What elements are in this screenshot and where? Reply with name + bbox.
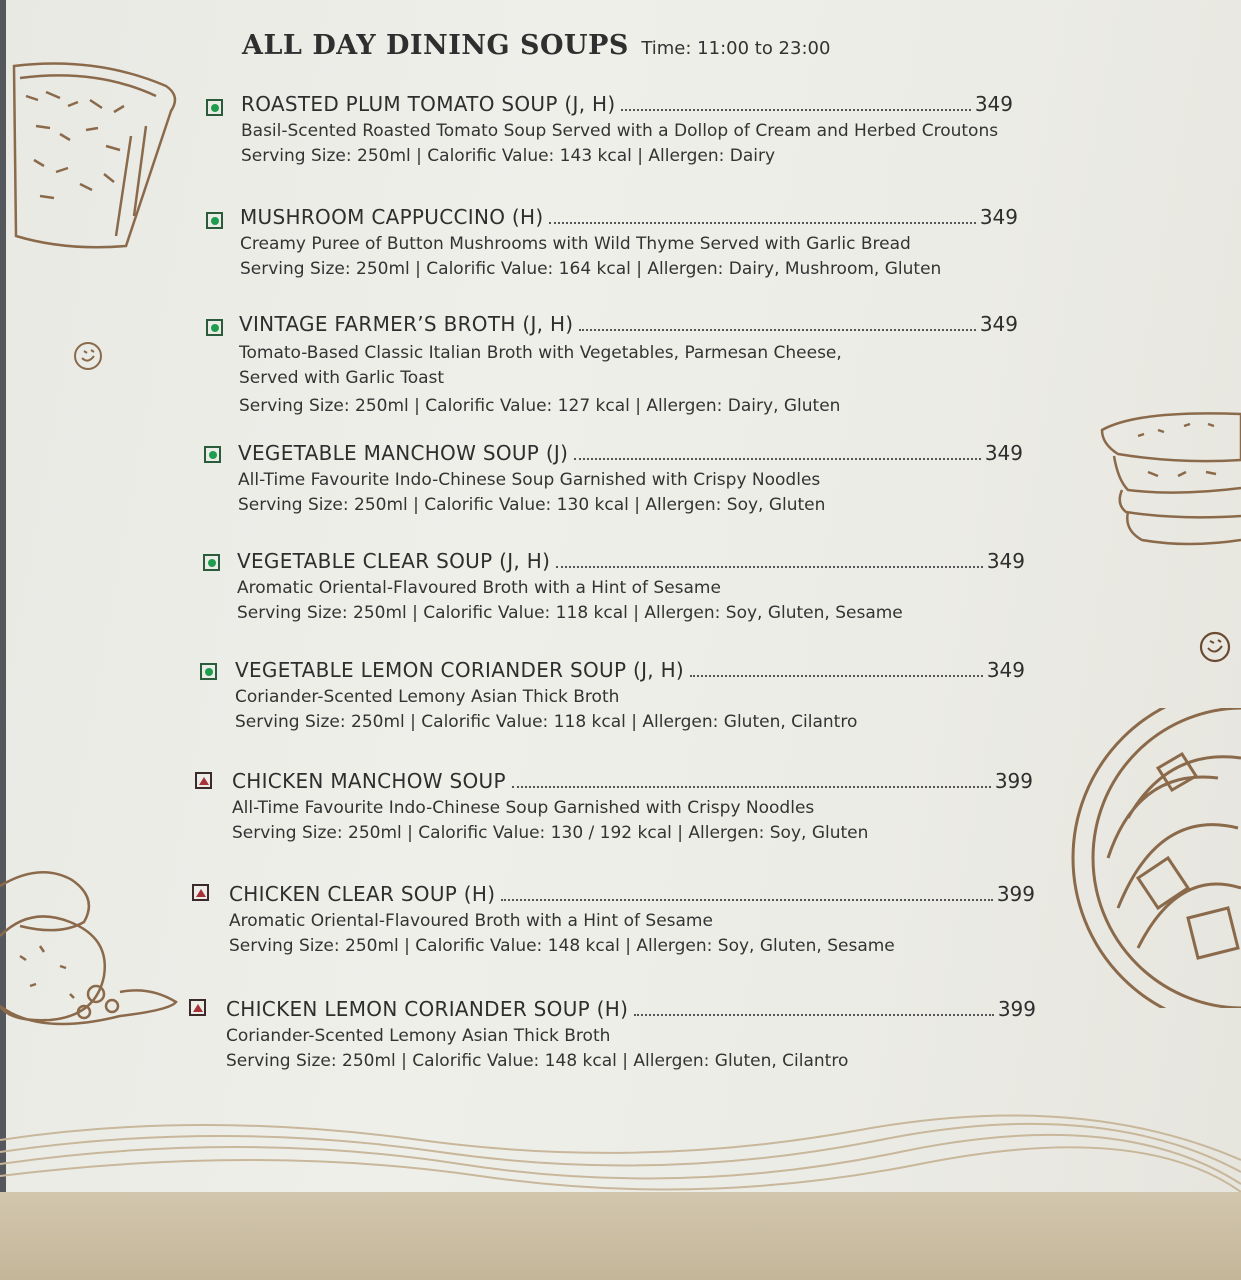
noodle-bowl-illustration xyxy=(1068,708,1241,1008)
item-description: Aromatic Oriental-Flavoured Broth with a Hint of Sesame xyxy=(229,911,713,931)
leader-dots xyxy=(690,675,983,677)
item-meta: Serving Size: 250ml | Calorific Value: 148 kcal | Allergen: Soy, Gluten, Sesame xyxy=(229,936,895,956)
item-description: Creamy Puree of Button Mushrooms with Wild Thyme Served with Garlic Bread xyxy=(240,234,911,254)
non-veg-icon xyxy=(192,884,209,901)
item-meta: Serving Size: 250ml | Calorific Value: 127 kcal | Allergen: Dairy, Gluten xyxy=(239,396,841,416)
item-price: 399 xyxy=(997,997,1036,1021)
menu-title: ALL DAY DINING SOUPS xyxy=(242,30,629,61)
leader-dots xyxy=(579,329,975,331)
item-name: MUSHROOM CAPPUCCINO (H) xyxy=(240,205,544,229)
non-veg-icon xyxy=(195,772,212,789)
service-time: Time: 11:00 to 23:00 xyxy=(641,38,831,59)
menu-item xyxy=(238,441,1023,515)
item-meta: Serving Size: 250ml | Calorific Value: 118 kcal | Allergen: Gluten, Cilantro xyxy=(235,712,858,732)
smiley-doodle-icon xyxy=(1198,630,1232,664)
item-description: Basil-Scented Roasted Tomato Soup Served with a Dollop of Cream and Herbed Croutons xyxy=(241,121,999,141)
dumplings-illustration xyxy=(0,866,180,1036)
menu-item xyxy=(237,549,1025,623)
item-name: VEGETABLE LEMON CORIANDER SOUP (J, H) xyxy=(235,658,685,682)
item-description: All-Time Favourite Indo-Chinese Soup Garnished with Crispy Noodles xyxy=(232,798,815,818)
item-price: 349 xyxy=(986,658,1025,682)
smiley-doodle-icon xyxy=(72,340,104,372)
veg-icon xyxy=(206,319,223,336)
item-name: CHICKEN LEMON CORIANDER SOUP (H) xyxy=(226,997,629,1021)
veg-icon xyxy=(206,99,223,116)
item-name: CHICKEN CLEAR SOUP (H) xyxy=(229,882,496,906)
leader-dots xyxy=(512,786,991,788)
menu-item xyxy=(239,312,1018,416)
item-name: VINTAGE FARMER’S BROTH (J, H) xyxy=(239,312,574,336)
menu-item xyxy=(229,882,1035,956)
item-price: 349 xyxy=(974,92,1013,116)
item-meta: Serving Size: 250ml | Calorific Value: 148 kcal | Allergen: Gluten, Cilantro xyxy=(226,1051,849,1071)
item-description: Aromatic Oriental-Flavoured Broth with a Hint of Sesame xyxy=(237,578,721,598)
leader-dots xyxy=(621,109,970,111)
veg-icon xyxy=(203,554,220,571)
menu-item xyxy=(232,769,1033,843)
menu-heading xyxy=(242,30,830,61)
item-price: 399 xyxy=(994,769,1033,793)
veg-icon xyxy=(204,446,221,463)
menu-item xyxy=(226,997,1036,1071)
leader-dots xyxy=(574,458,981,460)
item-name: ROASTED PLUM TOMATO SOUP (J, H) xyxy=(241,92,616,116)
item-price: 349 xyxy=(984,441,1023,465)
veg-icon xyxy=(206,212,223,229)
item-name: VEGETABLE CLEAR SOUP (J, H) xyxy=(237,549,551,573)
item-price: 349 xyxy=(979,205,1018,229)
item-name: CHICKEN MANCHOW SOUP xyxy=(232,769,506,793)
item-meta: Serving Size: 250ml | Calorific Value: 130 kcal | Allergen: Soy, Gluten xyxy=(238,495,826,515)
item-price: 349 xyxy=(986,549,1025,573)
non-veg-icon xyxy=(189,999,206,1016)
menu-item xyxy=(241,92,1013,166)
sandwich-illustration xyxy=(1098,400,1241,550)
leader-dots xyxy=(549,222,975,224)
leader-dots xyxy=(556,566,983,568)
leader-dots xyxy=(501,899,992,901)
leader-dots xyxy=(634,1014,994,1016)
item-meta: Serving Size: 250ml | Calorific Value: 164 kcal | Allergen: Dairy, Mushroom, Gluten xyxy=(240,259,942,279)
item-description: All-Time Favourite Indo-Chinese Soup Garnished with Crispy Noodles xyxy=(238,470,821,490)
veg-icon xyxy=(200,663,217,680)
item-description: Coriander-Scented Lemony Asian Thick Broth xyxy=(235,687,620,707)
table-surface xyxy=(0,1192,1241,1280)
item-price: 349 xyxy=(979,312,1018,336)
item-description: Tomato-Based Classic Italian Broth with Vegetables, Parmesan Cheese, Served with Garlic Toast xyxy=(239,343,842,388)
menu-item xyxy=(240,205,1018,279)
item-name: VEGETABLE MANCHOW SOUP (J) xyxy=(238,441,569,465)
item-meta: Serving Size: 250ml | Calorific Value: 130 / 192 kcal | Allergen: Soy, Gluten xyxy=(232,823,869,843)
item-meta: Serving Size: 250ml | Calorific Value: 143 kcal | Allergen: Dairy xyxy=(241,146,776,166)
wave-lines xyxy=(0,1100,1241,1192)
menu-item xyxy=(235,658,1025,732)
item-meta: Serving Size: 250ml | Calorific Value: 118 kcal | Allergen: Soy, Gluten, Sesame xyxy=(237,603,903,623)
item-price: 399 xyxy=(996,882,1035,906)
rice-dish-illustration xyxy=(6,56,186,256)
item-description: Coriander-Scented Lemony Asian Thick Broth xyxy=(226,1026,611,1046)
